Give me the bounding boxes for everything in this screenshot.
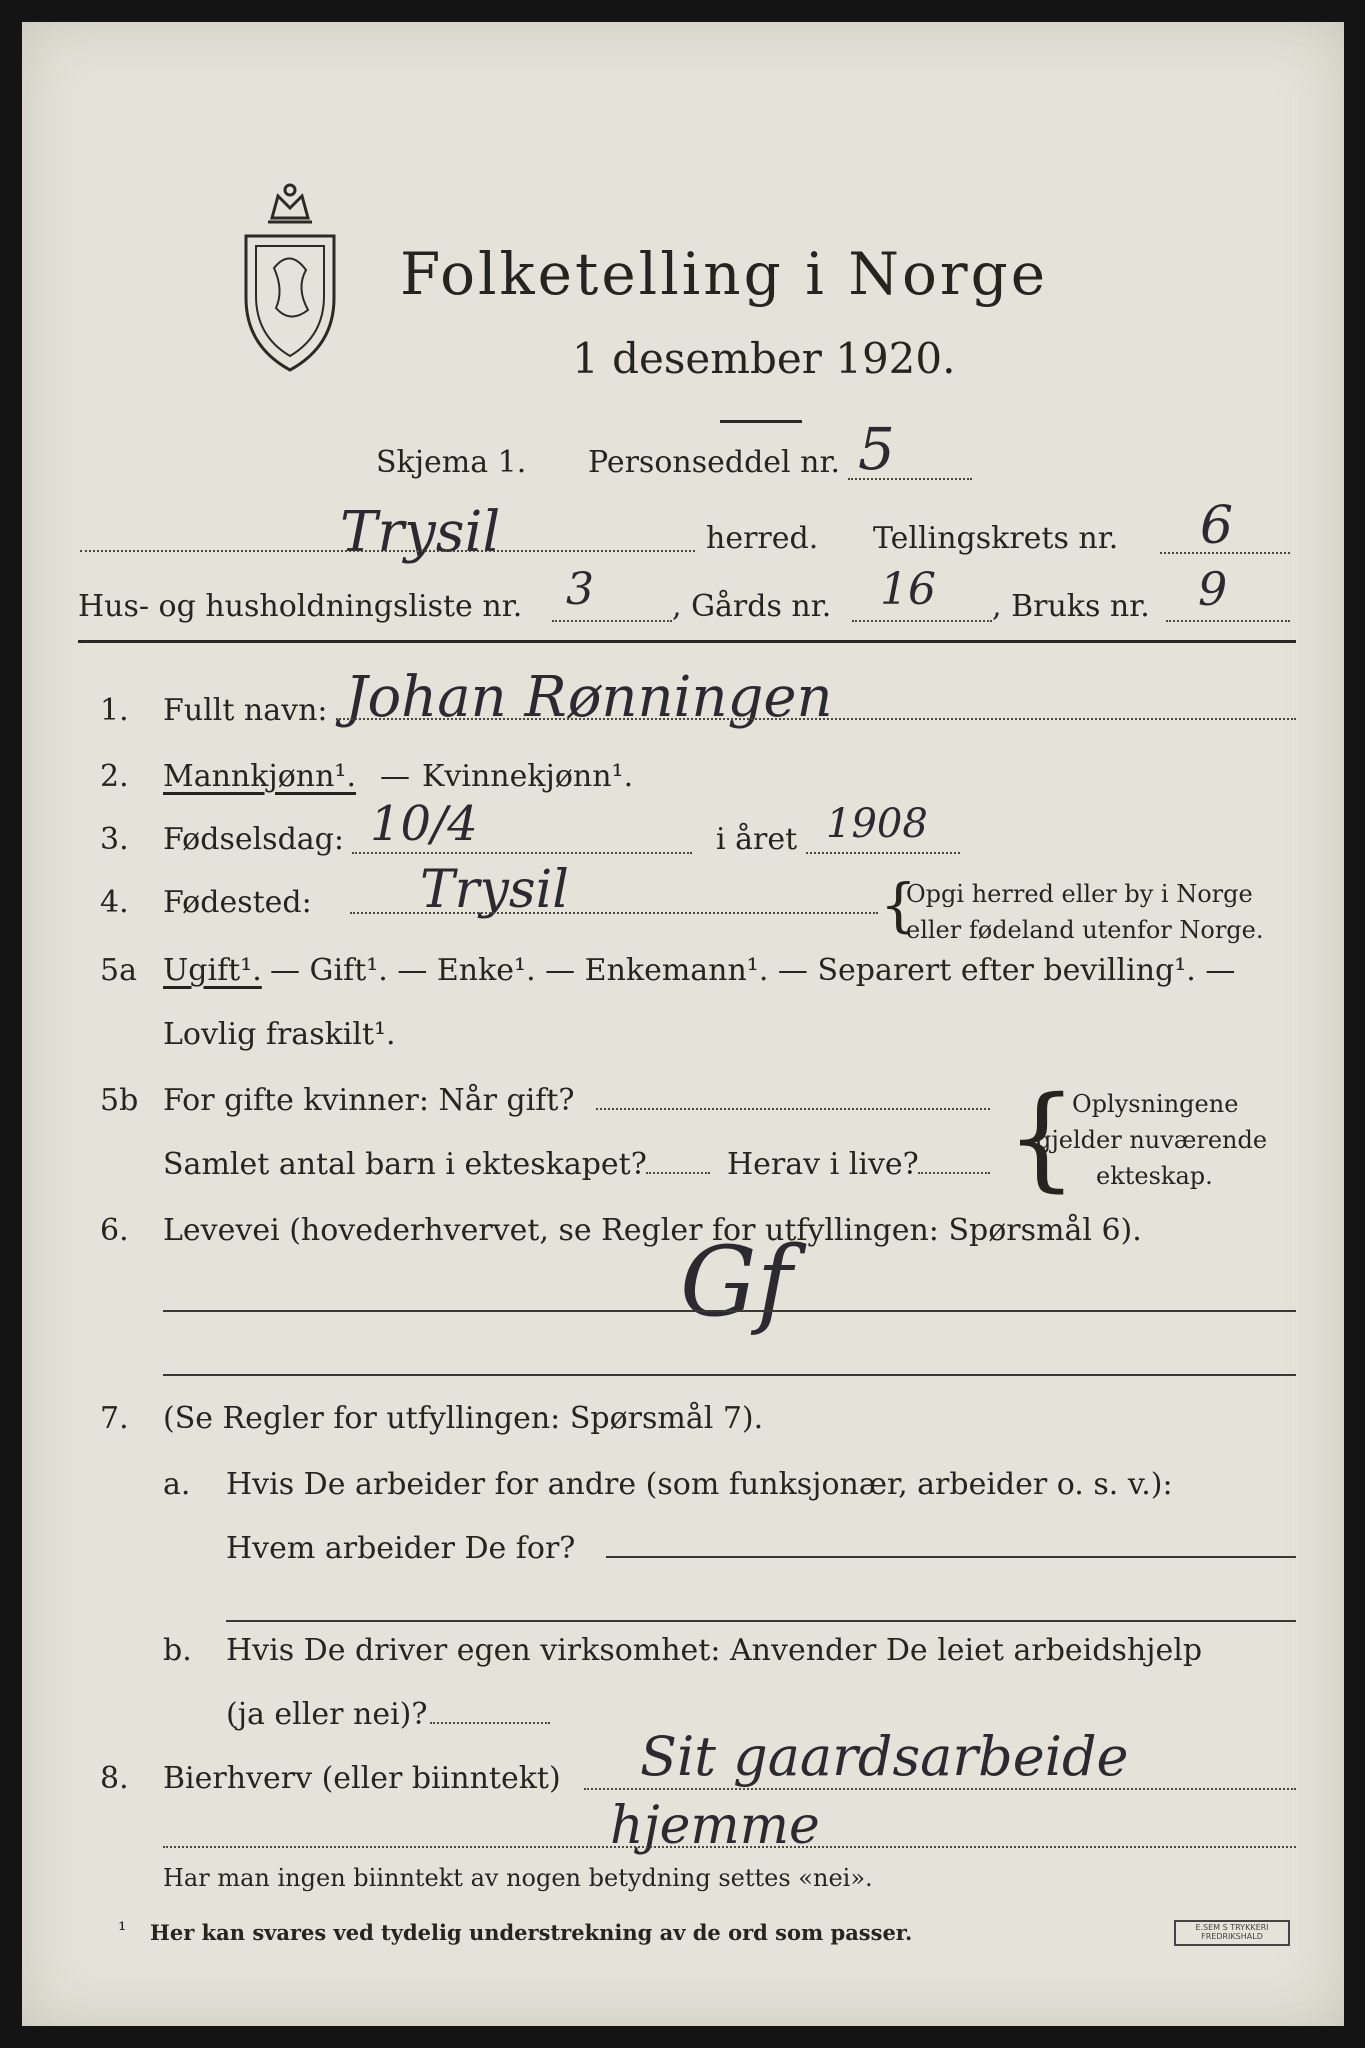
q5a-number: 5a	[100, 953, 137, 988]
lovlig-fraskilt-option: Lovlig fraskilt¹.	[163, 1017, 396, 1052]
year-label: i året	[716, 822, 798, 857]
header-divider	[78, 640, 1296, 643]
birthdate-value: 10/4	[370, 796, 478, 852]
q6-line-1	[163, 1310, 1296, 1312]
q3-number: 3.	[100, 822, 129, 857]
q7-number: 7.	[100, 1401, 129, 1436]
side-income-value-1: Sit gaardsarbeide	[640, 1725, 1129, 1788]
q8-label: Bierhverv (eller biinntekt)	[163, 1761, 561, 1796]
norwegian-coat-of-arms-icon	[232, 178, 348, 378]
tellingskrets-dotline	[1160, 552, 1290, 554]
printer-stamp-line2: FREDRIKSHALD	[1201, 1931, 1263, 1941]
gards-label: , Gårds nr.	[672, 589, 832, 624]
male-option: Mannkjønn¹.	[163, 759, 356, 794]
q7b-number: b.	[163, 1633, 192, 1668]
q7a-line2: Hvem arbeider De for?	[226, 1531, 576, 1566]
birthplace-value: Trysil	[420, 860, 569, 920]
year-dotline	[806, 852, 960, 854]
q5b-number: 5b	[100, 1083, 139, 1118]
q5b-line1: For gifte kvinner: Når gift?	[163, 1083, 575, 1118]
q5b-note-2: gjelder nuværende	[1036, 1126, 1268, 1154]
printer-stamp-line1: E.SEM S TRYKKERI	[1195, 1923, 1269, 1932]
q8-number: 8.	[100, 1761, 129, 1796]
bruks-value: 9	[1198, 562, 1228, 616]
herred-label: herred.	[706, 521, 819, 556]
herred-value: Trysil	[340, 500, 501, 565]
q4-number: 4.	[100, 885, 129, 920]
barn-dotline	[646, 1172, 710, 1174]
form-date: 1 desember 1920.	[572, 334, 956, 383]
q6-number: 6.	[100, 1213, 129, 1248]
female-option: Kvinnekjønn¹.	[422, 759, 634, 794]
q7-label: (Se Regler for utfyllingen: Spørsmål 7).	[163, 1401, 764, 1436]
herav-dotline	[918, 1172, 990, 1174]
title-divider	[720, 420, 802, 423]
skjema-label: Skjema 1.	[376, 445, 527, 480]
birthyear-value: 1908	[826, 801, 928, 847]
side-income-value-2: hjemme	[610, 1796, 820, 1856]
q8-dotline-1	[584, 1788, 1296, 1790]
q4-dotline	[350, 912, 878, 914]
q5b-line2b: Herav i live?	[727, 1147, 919, 1182]
husliste-label: Hus- og husholdningsliste nr.	[78, 589, 523, 624]
gards-value: 16	[880, 564, 936, 615]
q8-dotline-2	[163, 1846, 1296, 1848]
q5b-note-1: Oplysningene	[1072, 1090, 1239, 1118]
tellingskrets-value: 6	[1200, 496, 1234, 556]
q6-label: Levevei (hovederhvervet, se Regler for utfyllingen: Spørsmål 6).	[163, 1213, 1142, 1248]
q5b-note-3: ekteskap.	[1096, 1162, 1213, 1190]
q1-number: 1.	[100, 693, 129, 728]
personseddel-label: Personseddel nr.	[588, 445, 841, 480]
naar-gift-dotline	[596, 1108, 990, 1110]
printer-stamp	[1174, 1920, 1290, 1946]
q4-note-2: eller fødeland utenfor Norge.	[906, 916, 1264, 944]
ugift-option: Ugift¹.	[163, 953, 262, 988]
q4-note-1: Opgi herred eller by i Norge	[906, 880, 1253, 908]
q7a-answer-line	[606, 1556, 1296, 1558]
q7b-line2: (ja eller nei)?	[226, 1697, 428, 1732]
q5b-line2a: Samlet antal barn i ekteskapet?	[163, 1147, 647, 1182]
q1-dotline	[336, 718, 1296, 720]
q4-brace: {	[880, 871, 917, 939]
q3-label: Fødselsdag:	[163, 822, 344, 857]
bruks-dotline	[1166, 620, 1290, 622]
q5b-brace: {	[1006, 1073, 1078, 1203]
husliste-value: 3	[566, 564, 594, 615]
footnote-mark: ¹	[118, 1918, 127, 1942]
full-name-value: Johan Rønningen	[345, 665, 833, 730]
q7b-dotline	[430, 1722, 550, 1724]
q7a-answer-line-2	[226, 1620, 1296, 1622]
gards-dotline	[852, 620, 992, 622]
footnote-text: Her kan svares ved tydelig understrekning av de ord som passer.	[150, 1920, 913, 1945]
q3-dotline	[352, 852, 692, 854]
bruks-label: , Bruks nr.	[992, 589, 1150, 624]
personseddel-dotline	[848, 478, 972, 480]
personseddel-value: 5	[858, 415, 895, 483]
marital-options: — Gift¹. — Enke¹. — Enkemann¹. — Separert efter bevilling¹. —	[270, 953, 1236, 988]
q7a-line1: Hvis De arbeider for andre (som funksjonær, arbeider o. s. v.):	[226, 1467, 1173, 1502]
form-title: Folketelling i Norge	[400, 240, 1049, 308]
q8-note: Har man ingen biinntekt av nogen betydning settes «nei».	[163, 1864, 873, 1892]
q1-label: Fullt navn:	[163, 693, 328, 728]
q6-line-2	[163, 1374, 1296, 1376]
occupation-value: Gf	[680, 1226, 793, 1338]
tellingskrets-label: Tellingskrets nr.	[873, 521, 1119, 556]
herred-dotline	[80, 550, 695, 552]
q2-dash: —	[380, 759, 410, 794]
husliste-dotline	[552, 620, 672, 622]
q7b-line1: Hvis De driver egen virksomhet: Anvender De leiet arbeidshjelp	[226, 1633, 1203, 1668]
q2-number: 2.	[100, 759, 129, 794]
q4-label: Fødested:	[163, 885, 312, 920]
q7a-number: a.	[163, 1467, 191, 1502]
